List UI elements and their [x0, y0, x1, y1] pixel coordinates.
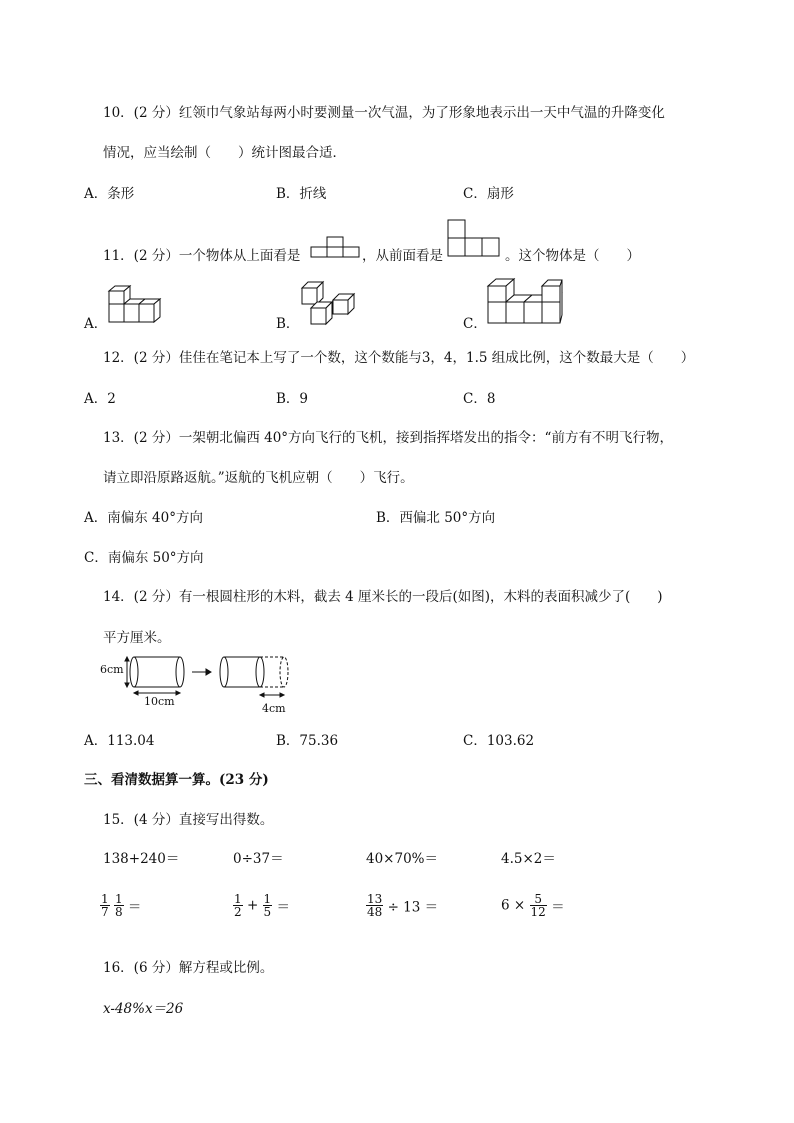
- q10-option-a[interactable]: A．条形: [84, 186, 135, 202]
- cut-length-label: 4cm: [262, 702, 286, 715]
- option-a-figure: [106, 285, 164, 327]
- fraction: $\frac{1}{2}$: [234, 892, 242, 919]
- calc-fraction-item-1: $\frac{1}{7}$ $\frac{1}{8}$ ＝: [101, 892, 142, 919]
- q11-text-part2: ，从前面看是: [362, 248, 443, 264]
- diameter-label: 6cm: [100, 663, 124, 676]
- calc-item: 4.5×2＝: [501, 851, 556, 867]
- front-view-figure: [447, 219, 503, 259]
- top-view-figure: [310, 236, 360, 260]
- q13-option-b[interactable]: B．西偏北 50°方向: [376, 510, 496, 526]
- calc-fraction-item-2: $\frac{1}{2}$ + $\frac{1}{5}$ ＝: [234, 892, 290, 919]
- q14-option-a[interactable]: A．113.04: [84, 733, 155, 749]
- calc-fraction-item-3: $\frac{13}{48}$ ÷ 13 ＝: [367, 892, 439, 919]
- fraction: $\frac{1}{7}$: [101, 892, 109, 919]
- q13-line2: 请立即沿原路返航。”返航的飞机应朝（ ）飞行。: [103, 470, 414, 486]
- option-b-figure: [299, 280, 357, 326]
- q14-option-c[interactable]: C．103.62: [463, 733, 535, 749]
- calc-item: 138+240＝: [103, 851, 180, 867]
- q13-option-c[interactable]: C．南偏东 50°方向: [84, 550, 204, 566]
- q11-option-b[interactable]: B．: [276, 316, 300, 332]
- q14-line1: 14．(2 分）有一根圆柱形的木料，截去 4 厘米长的一段后(如图)，木料的表面积减少了( ): [103, 589, 663, 605]
- q12-option-b[interactable]: B．9: [276, 391, 309, 407]
- q10-line1: 10．(2 分）红领巾气象站每两小时要测量一次气温，为了形象地表示出一天中气温的升降变化: [103, 105, 665, 121]
- q10-option-c[interactable]: C．扇形: [463, 186, 514, 202]
- q11-option-a[interactable]: A．: [84, 316, 108, 332]
- option-c-figure: [486, 277, 566, 325]
- calc-item: 40×70%＝: [366, 851, 438, 867]
- q16-title: 16．(6 分）解方程或比例。: [103, 960, 274, 976]
- q10-option-b[interactable]: B．折线: [276, 186, 327, 202]
- length-label: 10cm: [144, 695, 175, 708]
- q13-line1: 13．(2 分）一架朝北偏西 40°方向飞行的飞机，接到指挥塔发出的指令：“前方有不明飞行物，: [103, 430, 673, 446]
- fraction: $\frac{5}{12}$: [530, 892, 546, 919]
- q14-line2: 平方厘米。: [103, 630, 171, 646]
- q12-option-a[interactable]: A．2: [84, 391, 116, 407]
- q10-line2: 情况，应当绘制（ ）统计图最合适．: [103, 145, 346, 161]
- q11-option-c[interactable]: C．: [463, 316, 487, 332]
- q13-option-a[interactable]: A．南偏东 40°方向: [84, 510, 203, 526]
- q11-text-part3: 。这个物体是（ ）: [505, 248, 640, 264]
- q16-equation-1: x-48%x＝26: [103, 1001, 184, 1017]
- fraction: $\frac{1}{5}$: [263, 892, 272, 919]
- q12-option-c[interactable]: C．8: [463, 391, 496, 407]
- q15-title: 15．(4 分）直接写出得数。: [103, 812, 274, 828]
- calc-item: 0÷37＝: [233, 851, 284, 867]
- fraction: $\frac{1}{8}$: [114, 892, 123, 919]
- q11-text-part1: 11．(2 分）一个物体从上面看是: [103, 248, 301, 264]
- calc-fraction-item-4: 6 × $\frac{5}{12}$ ＝: [501, 892, 565, 919]
- q14-option-b[interactable]: B．75.36: [276, 733, 339, 749]
- section-three-heading: 三、看清数据算一算。(23 分): [84, 772, 269, 788]
- q12-line1: 12．(2 分）佳佳在笔记本上写了一个数，这个数能与3，4，1.5 组成比例，这个数最大是（ ）: [103, 350, 695, 366]
- fraction: $\frac{13}{48}$: [367, 892, 383, 919]
